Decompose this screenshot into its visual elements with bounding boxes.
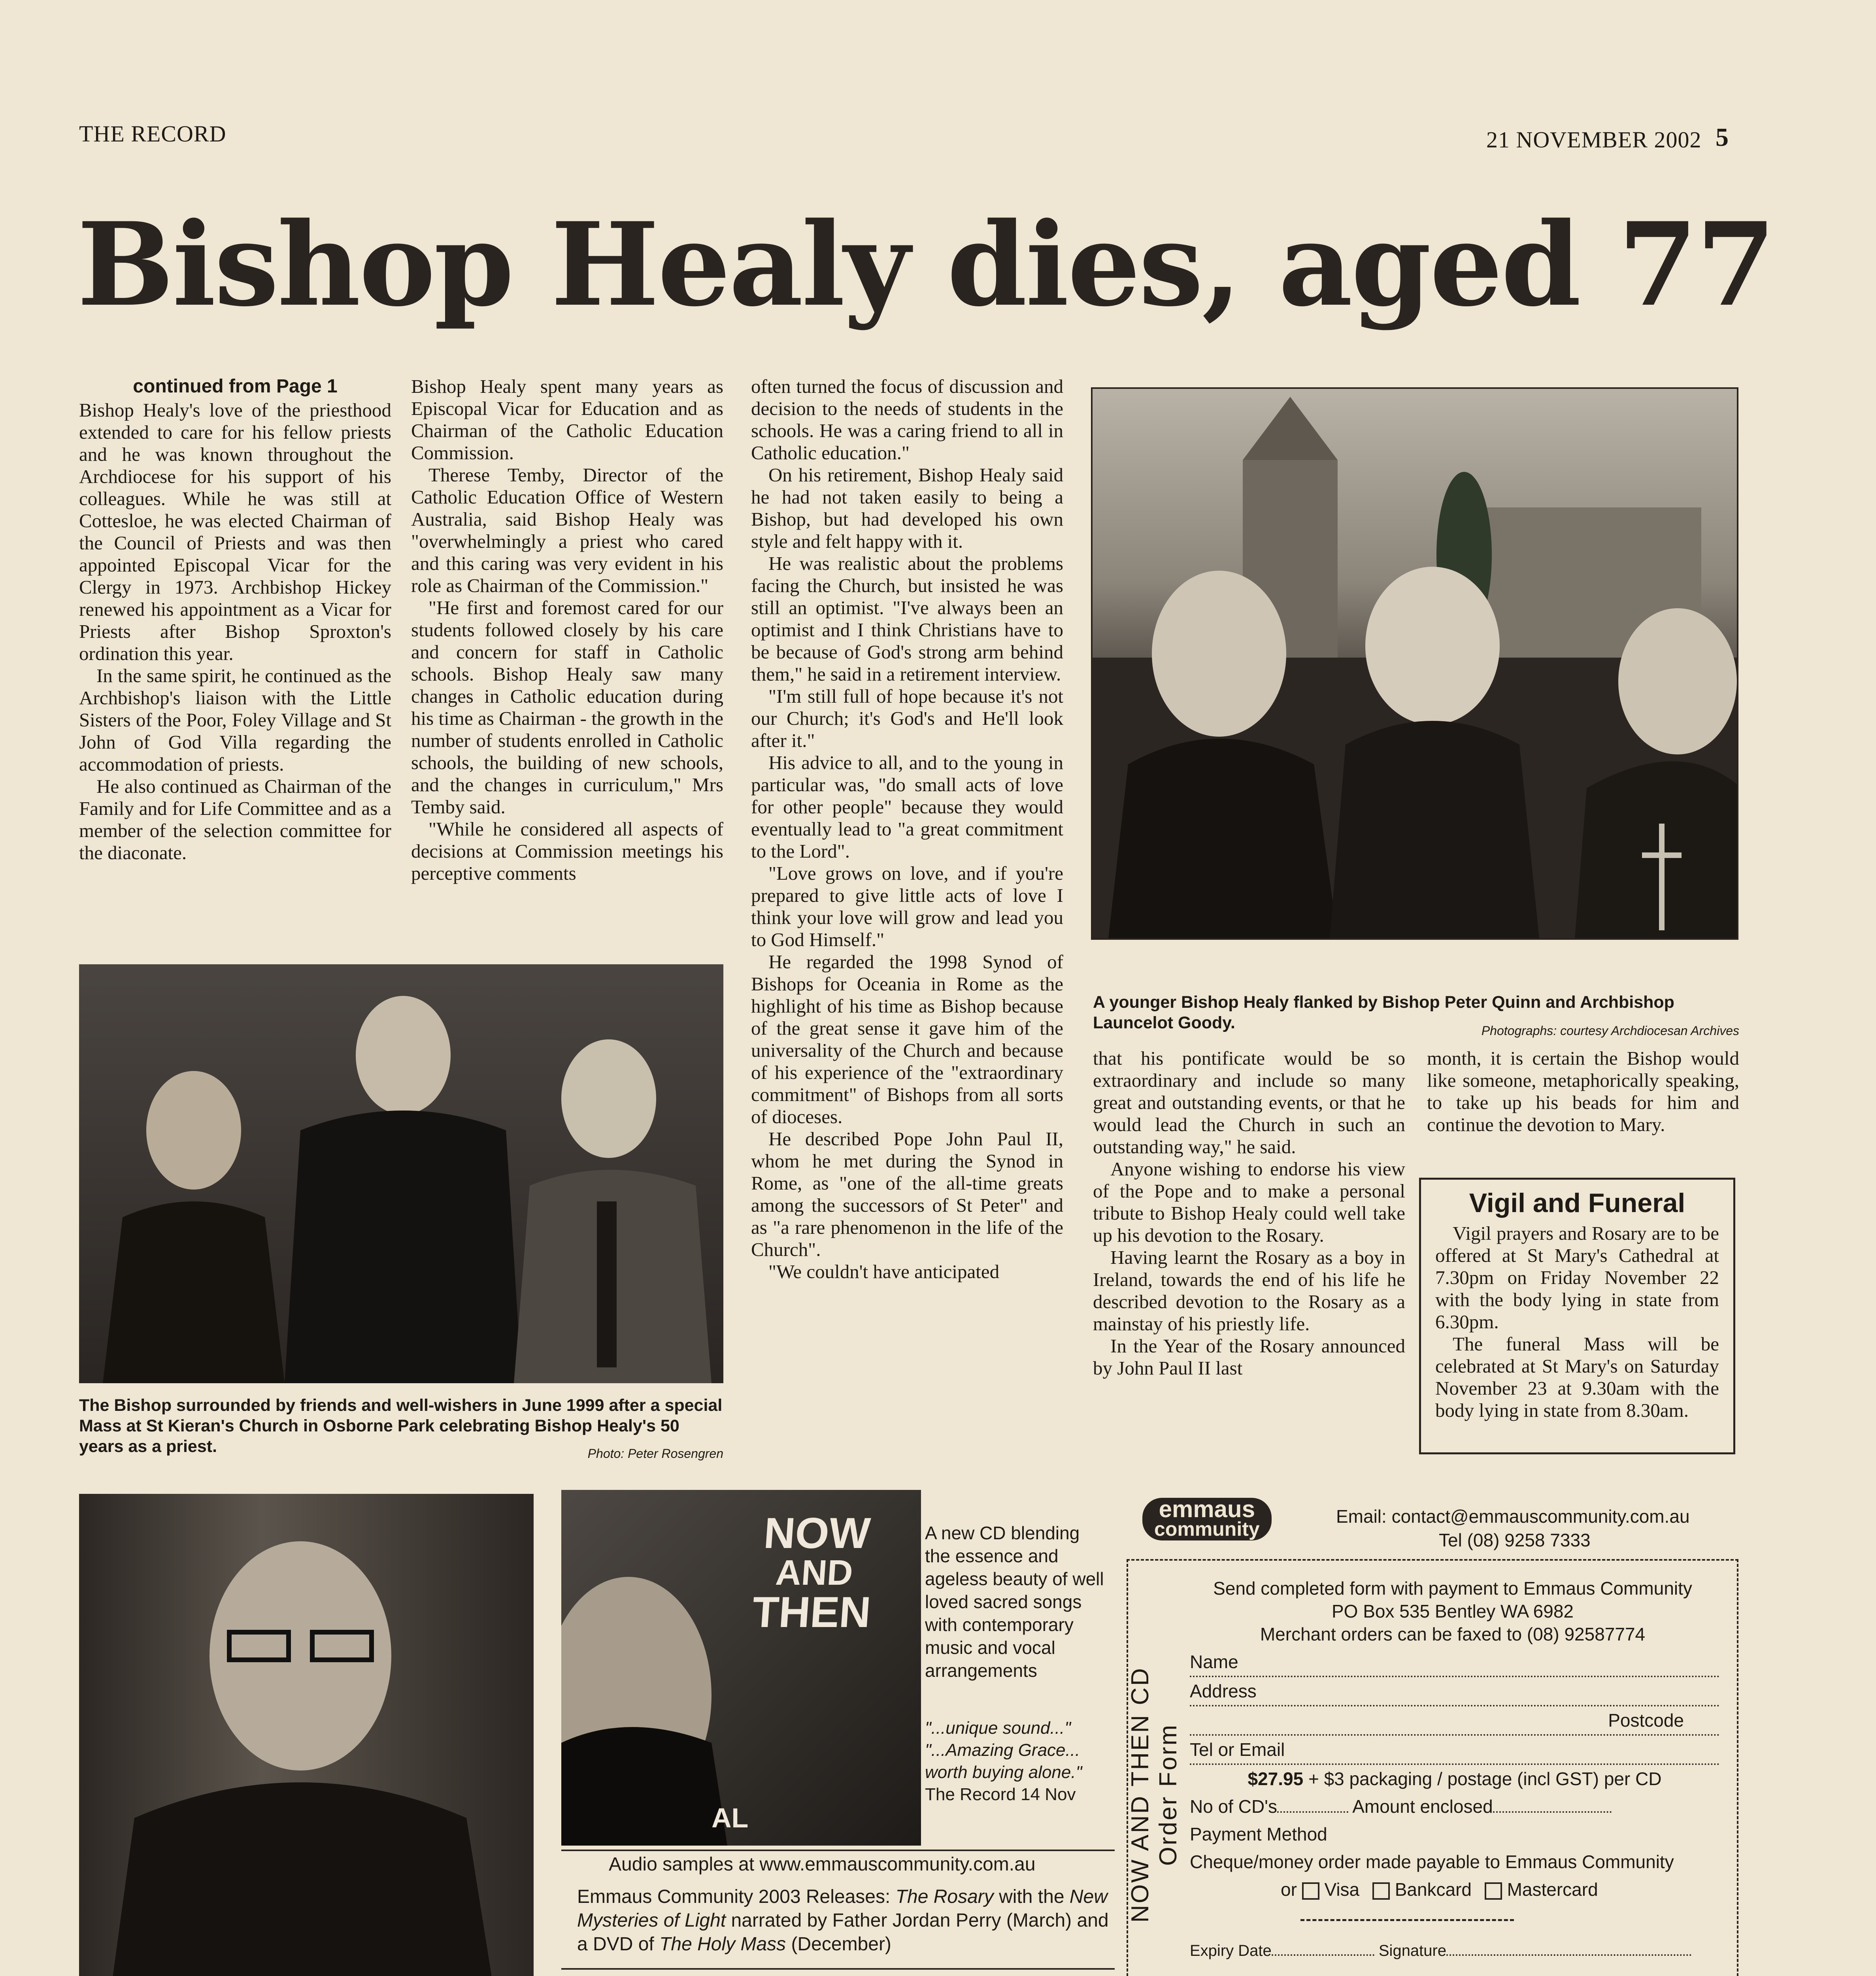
article-paragraph: Anyone wishing to endorse his view of the Pope and to make a personal tribute to Bishop Healy could well take up his devotion to the Rosary.	[1093, 1158, 1405, 1246]
portrait-image	[79, 1494, 534, 1976]
tel-email-field[interactable]	[1190, 1736, 1719, 1765]
credit-three-bishops: Photographs: courtesy Archdiocesan Archives	[1481, 1024, 1739, 1038]
signature-field[interactable]	[1446, 1954, 1691, 1956]
cd-blurb: A new CD blending the essence and ageless beauty of well loved sacred songs with contemporary music and vocal arrangements	[925, 1523, 1104, 1681]
article-paragraph: Bishop Healy spent many years as Episcopal Vicar for Education and as Chairman of the Catholic Education Commission.	[411, 375, 723, 464]
vigil-funeral-box	[1419, 1178, 1735, 1454]
visa-label: Visa	[1324, 1879, 1360, 1900]
cheque-note: Cheque/money order made payable to Emmaus Community	[1190, 1852, 1674, 1872]
quantity-line	[1190, 1793, 1719, 1820]
article-paragraph: In the Year of the Rosary announced by John Paul II last	[1093, 1335, 1405, 1379]
cd-artist: AL	[712, 1803, 749, 1833]
mastercard-label: Mastercard	[1507, 1879, 1598, 1900]
cd-releases	[577, 1885, 1119, 1956]
article-paragraph: Therese Temby, Director of the Catholic Education Office of Western Australia, said Bishop Healy was "overwhelmingly a priest who cared and this caring was very evident in his role as Chairman of the Commission."	[411, 464, 723, 596]
emmaus-email[interactable]: Email: contact@emmauscommunity.com.au	[1336, 1506, 1690, 1527]
article-paragraph: He also continued as Chairman of the Family and for Life Committee and as a member of the selection committee for the diaconate.	[79, 775, 391, 864]
article-paragraph: On his retirement, Bishop Healy said he had not taken easily to being a Bishop, but had developed his own style and felt happy with it.	[751, 464, 1063, 552]
cd-quote: "...unique sound..."	[925, 1718, 1071, 1738]
expiry-label: Expiry Date	[1190, 1942, 1272, 1959]
article-paragraph: "I'm still full of hope because it's not our Church; it's God's and He'll look after it."	[751, 685, 1063, 751]
amount-field[interactable]	[1493, 1811, 1612, 1813]
article-paragraph: He described Pope John Paul II, whom he met during the Synod in Rome, as "one of the all-time greats among the successors of St Peter" and as "a rare phenomenon in the life of the Church".	[751, 1128, 1063, 1260]
credit-well-wishers: Photo: Peter Rosengren	[587, 1446, 723, 1461]
three-bishops-image	[1093, 389, 1737, 938]
cd-title-and: AND	[774, 1553, 854, 1593]
article-paragraph: He was realistic about the problems facing the Church, but insisted he was still an optimist. "I've always been an optimist and I think Christians have to be because of God's strong arm behind them," he said in a retirement interview.	[751, 552, 1063, 685]
releases-text: (December)	[791, 1934, 891, 1955]
order-send-line: Merchant orders can be faxed to (08) 92587774	[1260, 1624, 1646, 1644]
photo-well-wishers	[79, 964, 723, 1383]
amount-label: Amount enclosed	[1352, 1796, 1493, 1817]
expiry-signature-line	[1190, 1937, 1719, 1965]
headline: Bishop Healy dies, aged 77	[77, 198, 1774, 332]
continued-kicker: continued from Page 1	[133, 376, 338, 397]
or-label: or	[1281, 1879, 1297, 1900]
order-send-line: Send completed form with payment to Emmaus Community	[1213, 1578, 1692, 1599]
order-form-side-label: NOW AND THEN CD Order Form	[1127, 1667, 1182, 1923]
bankcard-label: Bankcard	[1395, 1879, 1472, 1900]
article-paragraph: "He first and foremost cared for our students followed closely by his care and concern for staff in Catholic schools. Bishop Healy saw many changes in Catholic education during his time as Chairman - the growth in the number of students enrolled in Catholic schools, the building of new schools, and the changes in curriculum," Mrs Temby said.	[411, 597, 723, 818]
cd-title	[715, 1509, 913, 1637]
cd-quote-source: The Record 14 Nov	[925, 1785, 1076, 1804]
article-paragraph: Having learnt the Rosary as a boy in Ireland, towards the end of his life he described devotion to the Rosary as a mainstay of his priestly life.	[1093, 1246, 1405, 1335]
no-cds-field[interactable]	[1277, 1811, 1348, 1813]
order-send-to	[1182, 1577, 1723, 1646]
article-paragraph: "Love grows on love, and if you're prepared to give little acts of love I think your love will grow and lead you to God Himself."	[751, 862, 1063, 950]
payment-method-label: Payment Method	[1190, 1824, 1327, 1844]
article-paragraph: He regarded the 1998 Synod of Bishops for Oceania in Rome as the highlight of his time as Bishop because of the great sense it gave him of the universality of the Church and because of his experience of the "extraordinary commitment" of Bishops from all sorts of dioceses.	[751, 951, 1063, 1128]
vigil-paragraph: Vigil prayers and Rosary are to be offered at St Mary's Cathedral at 7.30pm on Friday November 22 with the body lying in state from 6.30pm.	[1435, 1222, 1719, 1333]
emmaus-logo-word: emmaus	[1159, 1496, 1255, 1522]
vigil-paragraph: The funeral Mass will be celebrated at St Mary's on Saturday November 23 at 9.30am with the body lying in state from 8.30am.	[1435, 1333, 1719, 1421]
emmaus-phone: Tel (08) 9258 7333	[1439, 1530, 1591, 1550]
well-wishers-image	[79, 964, 723, 1383]
postcode-field[interactable]	[1190, 1706, 1719, 1736]
issue-date: 21 NOVEMBER 2002	[1486, 127, 1702, 153]
photo-portrait	[79, 1494, 534, 1976]
article-paragraph: His advice to all, and to the young in particular was, "do small acts of love for other people" because they would eventually lead to "a great commitment to the Lord".	[751, 752, 1063, 862]
price-note: + $3 packaging / postage (incl GST) per CD	[1308, 1769, 1662, 1789]
publication-name: THE RECORD	[79, 121, 226, 147]
releases-text: narrated by Father Jordan Perry (March) and a DVD of	[577, 1910, 1109, 1955]
page-number: 5	[1716, 123, 1729, 152]
price-value: $27.95	[1248, 1769, 1304, 1789]
caption-three-bishops: A younger Bishop Healy flanked by Bishop Peter Quinn and Archbishop Launcelot Goody.	[1093, 993, 1674, 1032]
releases-text: with the	[999, 1886, 1064, 1907]
cd-quotes	[925, 1717, 1111, 1806]
price-line	[1190, 1765, 1719, 1793]
name-field[interactable]	[1190, 1648, 1719, 1677]
visa-checkbox[interactable]	[1302, 1882, 1319, 1900]
cd-divider	[561, 1968, 1115, 1970]
article-paragraph: In the same spirit, he continued as the Archbishop's liaison with the Little Sisters of the Poor, Foley Village and St John of God Villa regarding the accommodation of priests.	[79, 665, 391, 775]
emmaus-logo-word: community	[1154, 1518, 1260, 1540]
mastercard-checkbox[interactable]	[1485, 1882, 1502, 1900]
order-send-line: PO Box 535 Bentley WA 6982	[1332, 1601, 1574, 1622]
article-paragraph: often turned the focus of discussion and decision to the needs of students in the schools. He was a caring friend to all in Catholic education."	[751, 375, 1063, 464]
signature-label: Signature	[1378, 1942, 1447, 1959]
article-column-1	[79, 375, 391, 864]
expiry-field[interactable]	[1272, 1954, 1374, 1956]
article-column-2	[411, 375, 723, 884]
no-cds-label: No of CD's	[1190, 1796, 1277, 1817]
address-field[interactable]	[1190, 1677, 1719, 1706]
article-paragraph: month, it is certain the Bishop would like someone, metaphorically speaking, to take up his beads for him and continue the devotion to Mary.	[1427, 1047, 1739, 1135]
address-label: Address	[1190, 1681, 1257, 1701]
bankcard-checkbox[interactable]	[1372, 1882, 1390, 1900]
card-options	[1190, 1876, 1719, 1903]
emmaus-logo	[1142, 1498, 1272, 1540]
releases-text: Emmaus Community 2003 Releases:	[577, 1886, 891, 1907]
article-paragraph: that his pontificate would be so extraordinary and include so many great and outstanding events, or that he would lead the Church in such an outstanding way," he said.	[1093, 1047, 1405, 1158]
cd-audio-link[interactable]: Audio samples at www.emmauscommunity.com.au	[609, 1854, 1036, 1875]
releases-title: New Mysteries of Light	[577, 1886, 1108, 1931]
article-paragraph: "We couldn't have anticipated	[768, 1261, 1000, 1282]
article-column-3	[751, 375, 1063, 1283]
tel-email-label: Tel or Email	[1190, 1739, 1285, 1760]
article-paragraph: "While he considered all aspects of decisions at Commission meetings his perceptive comments	[411, 818, 723, 884]
caption-well-wishers: The Bishop surrounded by friends and well-wishers in June 1999 after a special Mass at St Kieran's Church in Osborne Park celebrating Bishop Healy's 50 years as a priest.	[79, 1396, 723, 1456]
releases-title: The Rosary	[895, 1886, 994, 1907]
releases-title: The Holy Mass	[659, 1934, 786, 1955]
cd-title-then: THEN	[751, 1588, 873, 1637]
order-fields	[1190, 1648, 1719, 1965]
postcode-label: Postcode	[1608, 1710, 1684, 1731]
cd-divider	[561, 1850, 1115, 1851]
cd-quote: "...Amazing Grace... worth buying alone."	[925, 1740, 1082, 1782]
cd-title-now: NOW	[762, 1509, 872, 1557]
vigil-title: Vigil and Funeral	[1469, 1188, 1685, 1218]
article-paragraph: Bishop Healy's love of the priesthood extended to care for his fellow priests and he was known throughout the Archdiocese for his support of his colleagues. While he was still at Cottesloe, he was elected Chairman of the Council of Priests and was then appointed Episcopal Vicar for the Clergy in 1973. Archbishop Hickey renewed his appointment as a Vicar for Priests after Bishop Sproxton's ordination this year.	[79, 399, 391, 664]
cd-cover	[561, 1490, 921, 1846]
name-label: Name	[1190, 1652, 1238, 1672]
article-column-5	[1427, 1047, 1739, 1136]
article-column-4	[1093, 1047, 1405, 1379]
photo-three-bishops	[1091, 387, 1738, 940]
card-number-field[interactable]	[1300, 1911, 1514, 1921]
